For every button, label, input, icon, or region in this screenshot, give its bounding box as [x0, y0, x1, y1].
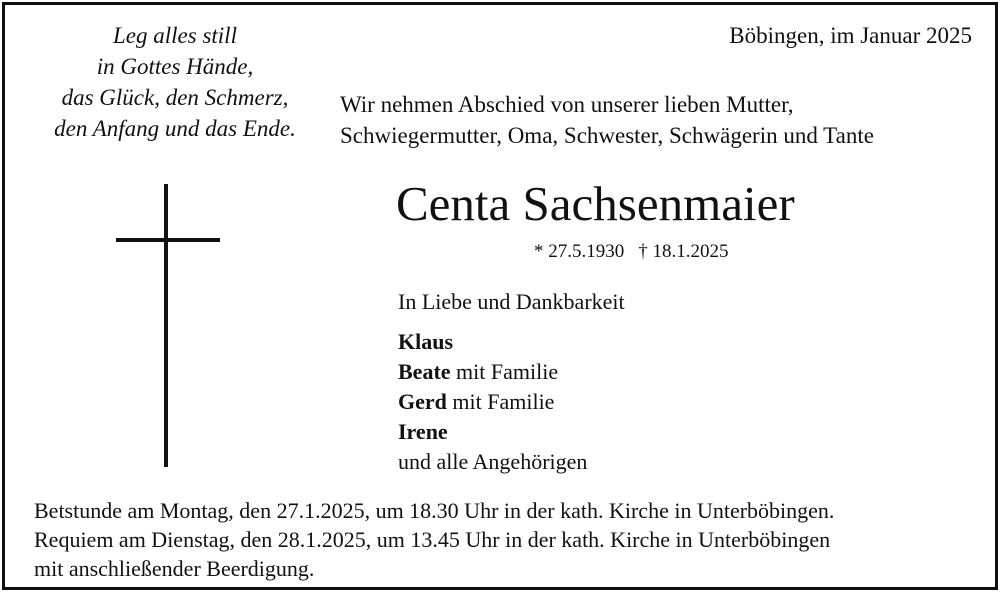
- poem: [40, 20, 310, 144]
- life-dates: [534, 239, 743, 265]
- mourners-list: [398, 327, 587, 477]
- place-date: Böbingen, im Januar 2025: [729, 23, 972, 48]
- service-info: [34, 496, 989, 583]
- service-line: Requiem am Dienstag, den 28.1.2025, um 13.45 Uhr in der kath. Kirche in Unterböbingen: [34, 527, 831, 552]
- intro-line: Wir nehmen Abschied von unserer lieben Mutter,: [340, 92, 794, 117]
- poem-line: Leg alles still: [113, 23, 237, 48]
- mourner-entry: [398, 327, 587, 357]
- mourner-suffix: mit Familie: [450, 359, 559, 384]
- service-line: mit anschließender Beerdigung.: [34, 556, 315, 581]
- mourner-entry: [398, 357, 587, 387]
- mourner-suffix: mit Familie: [446, 389, 555, 414]
- cross-vertical-bar: [164, 184, 168, 467]
- mourner-entry: [398, 387, 587, 417]
- mourners-closing: und alle Angehörigen: [398, 449, 588, 474]
- mourners-intro: In Liebe und Dankbarkeit: [398, 289, 625, 314]
- intro-line: Schwiegermutter, Oma, Schwester, Schwägerin und Tante: [340, 123, 874, 148]
- mourner-name: Beate: [398, 359, 451, 384]
- deceased-name: Centa Sachsenmaier: [396, 176, 795, 231]
- death-date: † 18.1.2025: [638, 241, 729, 262]
- poem-line: das Glück, den Schmerz,: [61, 85, 289, 110]
- mourner-name: Gerd: [398, 389, 447, 414]
- mourner-entry: [398, 417, 587, 447]
- service-line: Betstunde am Montag, den 27.1.2025, um 18.30 Uhr in der kath. Kirche in Unterböbingen.: [34, 498, 835, 523]
- mourner-name: Irene: [398, 419, 448, 444]
- birth-date: * 27.5.1930: [534, 241, 625, 262]
- mourner-name: Klaus: [398, 329, 454, 354]
- intro-text: [340, 89, 980, 151]
- cross-horizontal-bar: [116, 238, 220, 242]
- poem-line: den Anfang und das Ende.: [54, 116, 296, 141]
- poem-line: in Gottes Hände,: [96, 54, 254, 79]
